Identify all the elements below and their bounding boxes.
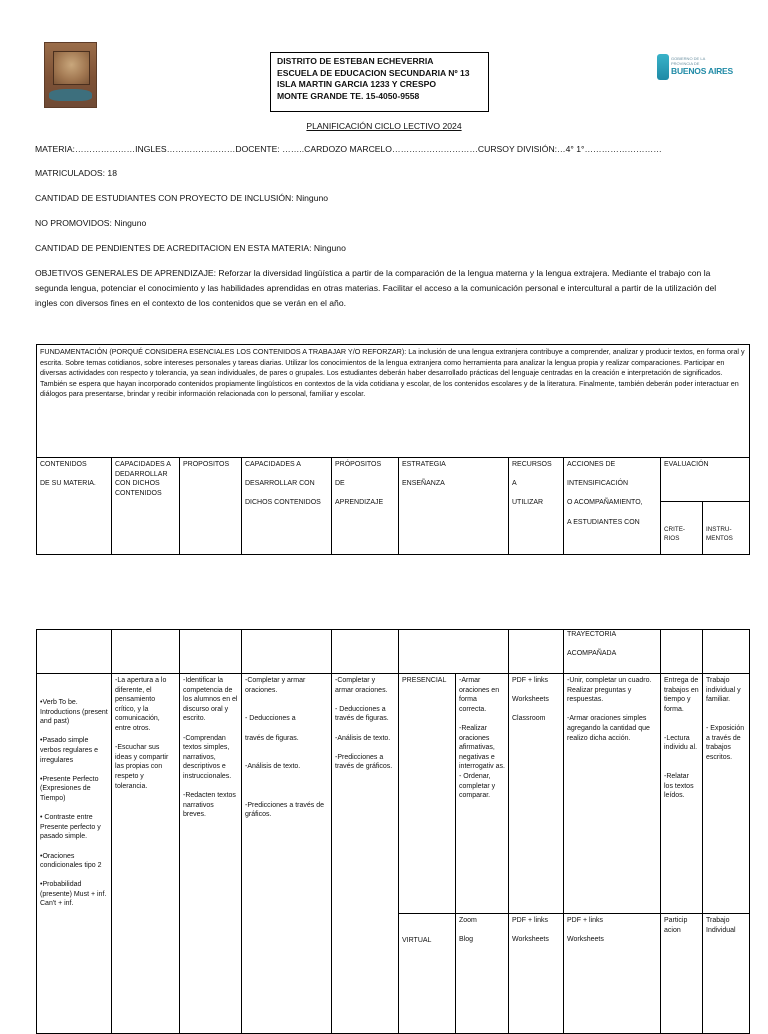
estrategia-presencial-cell: -Armar oraciones en forma correcta. -Realizar oraciones afirmativas, negativas e interrogativ as. - Ordenar, completar y comparar.: [456, 674, 509, 914]
header-acciones: ACCIONES DE INTENSIFICACIÓN O ACOMPAÑAMIENTO, A ESTUDIANTES CON: [564, 458, 661, 555]
header-estrategia: ESTRATEGIA ENSEÑANZA: [399, 458, 509, 555]
propositos-cell: -Identificar la competencia de los alumnos en el discurso oral y escrito. -Comprendan textos simples, narrativos, descriptivos e instruccionales. -Redacten textos narrativos breves.: [180, 674, 242, 1034]
blank-cell: [37, 630, 112, 674]
fundamentacion-table: [36, 344, 750, 555]
header-recursos: RECURSOS A UTILIZAR: [509, 458, 564, 555]
header-capacidades: CAPACIDADES A DEDARROLLAR CON DICHOS CONTENIDOS: [112, 458, 180, 555]
school-crest-logo: [44, 42, 97, 108]
district-line: DISTRITO DE ESTEBAN ECHEVERRIA: [277, 56, 434, 66]
propositos-aprendizaje-cell: -Completar y armar oraciones. - Deducciones a través de figuras. -Análisis de texto. -Predicciones a través de gráficos.: [332, 674, 399, 1034]
address-line: ISLA MARTIN GARCIA 1233 Y CRESPO: [277, 79, 437, 89]
blank-cell: [399, 630, 509, 674]
crest-shield: [53, 51, 90, 85]
criterios-presencial-cell: Entrega de trabajos en tiempo y forma. -Lectura individu al. -Relatar los textos leídos.: [661, 674, 703, 914]
recursos-presencial-cell: PDF + links Worksheets Classroom: [509, 674, 564, 914]
crest-base: [49, 89, 92, 101]
acciones-presencial-cell: -Unir, completar un cuadro. Realizar preguntas y respuestas. -Armar oraciones simples agregando la cantidad que realizo dicha acción.: [564, 674, 661, 914]
matriculados-line: MATRICULADOS: 18: [35, 168, 117, 178]
header-propositos-aprendizaje: PRÓPOSITOS DE APRENDIZAJE: [332, 458, 399, 555]
criterios-virtual-cell: Particip acion: [661, 914, 703, 1034]
fundamentacion-cell: FUNDAMENTACIÓN (PORQUÉ CONSIDERA ESENCIALES LOS CONTENIDOS A TRABAJAR Y/O REFORZAR): La inclusión de una lengua extranjera contribuye a comprender, analizar y producir textos, en forma oral y escrita. Sobre temas cotidianos, sobre intereses personales y tareas diarias. Utilizar los conocimientos de la lengua extranjera como herramienta para analizar la lengua propia y realizar comparaciones. Participar en diversas actividades con respecto y tolerancia, ya sean individuales, de pares o grupales. Los estudiantes deberán haber desarrollado prácticas del lenguaje centradas en la creación e interpretación de significados. También se espera que hayan incorporado contenidos propiamente lingüísticos en contextos de la vida cotidiana y escolar, de los contenidos escolares y de la literatura. Finalmente, también deberán poder interactuar en diálogos para presentarse, brindar y recibir información relacionada con lo personal, familiar y escolar.: [37, 345, 750, 458]
no-promovidos-line: NO PROMOVIDOS: Ninguno: [35, 218, 147, 228]
buenos-aires-logo: [655, 40, 733, 96]
blank-cell: [509, 630, 564, 674]
inclusion-line: CANTIDAD DE ESTUDIANTES CON PROYECTO DE INCLUSIÓN: Ninguno: [35, 193, 329, 203]
contenidos-cell: •Verb To be. Introductions (present and past) •Pasado simple verbos regulares e irregulares •Presente Perfecto (Expresiones de Tiempo) • Contraste entre Presente perfecto y pasado simple. •Oraciones condicionales tipo 2 •Probabilidad (presente) Must + inf. Can't + inf.: [37, 674, 112, 1034]
trayectoria-cell: TRAYECTORIA ACOMPAÑADA: [564, 630, 661, 674]
blank-cell: [661, 630, 703, 674]
blank-cell: [242, 630, 332, 674]
recursos-virtual-cell: PDF + links Worksheets: [509, 914, 564, 1034]
plan-title: PLANIFICACIÓN CICLO LECTIVO 2024: [306, 121, 462, 131]
estrategia-virtual-cell: Zoom Blog: [456, 914, 509, 1034]
logo-small-text: GOBIERNO DE LA PROVINCIA DE: [671, 56, 706, 66]
capacidades-cell: -La apertura a lo diferente, el pensamiento crítico, y la comunicación, entre otros. -Escuchar sus ideas y compartir las propias con respeto y tolerancia.: [112, 674, 180, 1034]
blank-cell: [112, 630, 180, 674]
header-propositos: PROPOSITOS: [180, 458, 242, 555]
materia-line: MATERIA:…………………INGLES……………………DOCENTE: ……..CARDOZO MARCELO…………………………CURSOY DIVISIÓN:…4° 1°………………………: [35, 144, 662, 154]
blank-cell: [332, 630, 399, 674]
acciones-virtual-cell: PDF + links Worksheets: [564, 914, 661, 1034]
header-contenidos: CONTENIDOS DE SU MATERIA.: [37, 458, 112, 555]
instrumentos-presencial-cell: Trabajo individual y familiar. - Exposición a través de trabajos escritos.: [703, 674, 750, 914]
school-name-line: ESCUELA DE EDUCACION SECUNDARIA Nº 13: [277, 67, 470, 78]
capacidades-desarrollar-cell: -Completar y armar oraciones. - Deducciones a través de figuras. -Análisis de texto. -Predicciones a través de gráficos.: [242, 674, 332, 1034]
header-capacidades-desarrollar: CAPACIDADES A DESARROLLAR CON DICHOS CONTENIDOS: [242, 458, 332, 555]
modalidad-presencial: PRESENCIAL: [399, 674, 456, 914]
instrumentos-virtual-cell: Trabajo Individual: [703, 914, 750, 1034]
province-mark-icon: [657, 54, 669, 80]
header-instrumentos: INSTRU- MENTOS: [703, 502, 750, 555]
phone-line: MONTE GRANDE TE. 15-4050-9558: [277, 90, 420, 101]
blank-cell: [703, 630, 750, 674]
header-evaluacion: EVALUACIÓN: [661, 458, 750, 502]
header-criterios: CRITE- RIOS: [661, 502, 703, 555]
blank-cell: [180, 630, 242, 674]
objetivos-paragraph: OBJETIVOS GENERALES DE APRENDIZAJE: Reforzar la diversidad lingüística a partir de la comparación de la lengua materna y la lengua extrajera. Mediante el trabajo con la segunda lengua, potenciar el conocimiento y las habilidades aprendidas en otras materias. Facilitar el acceso a la comunicación personal e intercultural a partir de la utilización del ingles con diversos fines en el contexto de los contenidos que se verán en el año.: [35, 268, 717, 308]
logo-big-text: BUENOS AIRES: [671, 66, 733, 76]
modalidad-virtual: VIRTUAL: [399, 914, 456, 1034]
contenidos-table: [36, 629, 750, 1034]
pendientes-line: CANTIDAD DE PENDIENTES DE ACREDITACION EN ESTA MATERIA: Ninguno: [35, 243, 346, 253]
school-header-box: [270, 52, 489, 112]
